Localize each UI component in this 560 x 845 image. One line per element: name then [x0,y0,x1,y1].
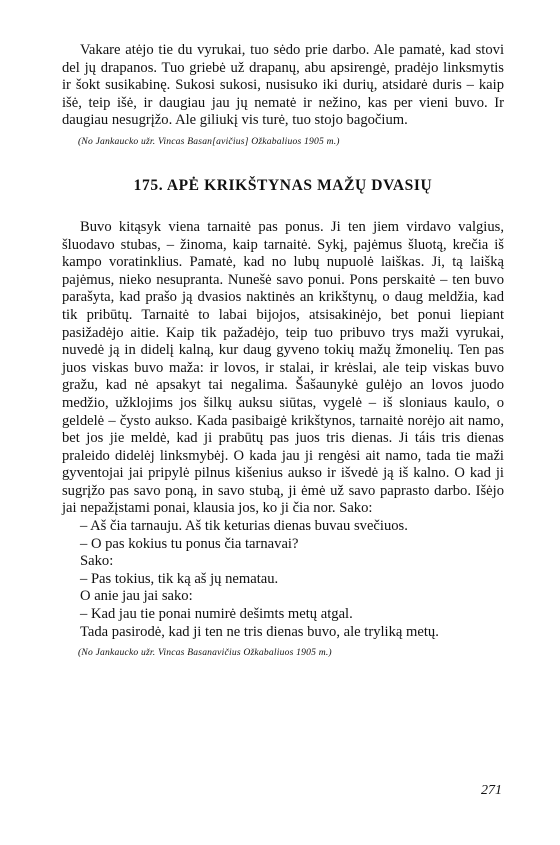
story-heading: 175. APĖ KRIKŠTYNAS MAŽŲ DVASIŲ [133,176,433,194]
dialogue-line: – O pas kokius tu ponus čia tarnavai? [80,535,299,552]
top-paragraph: Vakare atėjo tie du vyrukai, tuo sėdo prie darbo. Ale pamatė, kad stovi del jų drapanos. Tuo griebė už drapanų, abu apsirengė, pradėjo linksmytis ir šokt susikabinę. Sukosi sukosi, nusisuko iki durių, atsidarė duris – kaip išė, teip išė, ir daugiau jau jų nematė ir nežino, kas per vieni buvo. Ir daugiau nesugrįžo. Ale giliukį vis turė, tuo stojo bagočium. [62,42,504,129]
dialogue-line: Tada pasirodė, kad ji ten ne tris dienas buvo, ale tryliką metų. [80,623,439,640]
story-paragraph: Buvo kitąsyk viena tarnaitė pas ponus. Ji ten jiem virdavo valgius, šluodavo stubas, – žinoma, kaip tarnaitė. Sykį, pajėmus šluotą, krečia iš kampo voratinklius. Pamatė, kad no lubų nupuolė laiškas. Ji, tą laišką pajėmus, nieko nesupranta. Nunešė savo ponui. Pons perskaitė – ten buvo parašyta, kad prašo ją dvasios naktinės an krikštynų, o daug meldžia, kad tik pribūtų. Tarnaitė to labai bijojos, atsisakinėjo, bet ponui liepiant pasižadėjo aitie. Kaip tik pažadėjo, teip tuo pribuvo trys maži vyrukai, nuvedė ją in didelį kalną, kur daug gyveno tokių mažų žmonelių. Ten pas juos viskas buvo maža: ir lovos, ir stalai, ir krėslai, ale teip viskas buvo gražu, kad nė apsakyt tai negalima. Šašaunykė gulėjo an lovos juodo medžio, užklojims jos šilkų auksu siūtas, vygelė – iš sloniaus kaulo, o geldelė – čysto aukso. Kada pasibaigė krikštynos, tarnaitė norėjo ait namo, bet jos jie meldė, kad ji prabūtų pas juos tris dienas. Ji táis tris dienas praleido didelėj linksmybėj. O kada jau ji rengėsi ait namo, tada tie maži gyventojai jai pripylė pilnus kišenius aukso ir išvedė ją iš kalno. O kad ji sugrįžo pas savo poną, in savo stubą, ji ėmė už savo paprasto darbo. Išėjo jai nepažįstami ponai, klausia jos, ko ji čia nor. Sako: [62,218,504,517]
top-source-note: (No Jankaucko užr. Vincas Basan[avičius] Ožkabaliuos 1905 m.) [78,135,340,147]
dialogue-line: – Kad jau tie ponai numirė dešimts metų atgal. [80,606,353,623]
dialogue-line: O anie jau jai sako: [80,588,193,605]
dialogue-line: – Pas tokius, tik ką aš jų nematau. [80,570,279,587]
dialogue-line: Sako: [80,553,114,570]
dialogue-line: – Aš čia tarnauju. Aš tik keturias dienas buvau svečiuos. [80,518,408,535]
page-body [62,42,504,658]
dialogue-block [62,518,504,641]
bottom-source-note: (No Jankaucko užr. Vincas Basanavičius Ožkabaliuos 1905 m.) [78,647,332,659]
page-number: 271 [481,783,502,798]
